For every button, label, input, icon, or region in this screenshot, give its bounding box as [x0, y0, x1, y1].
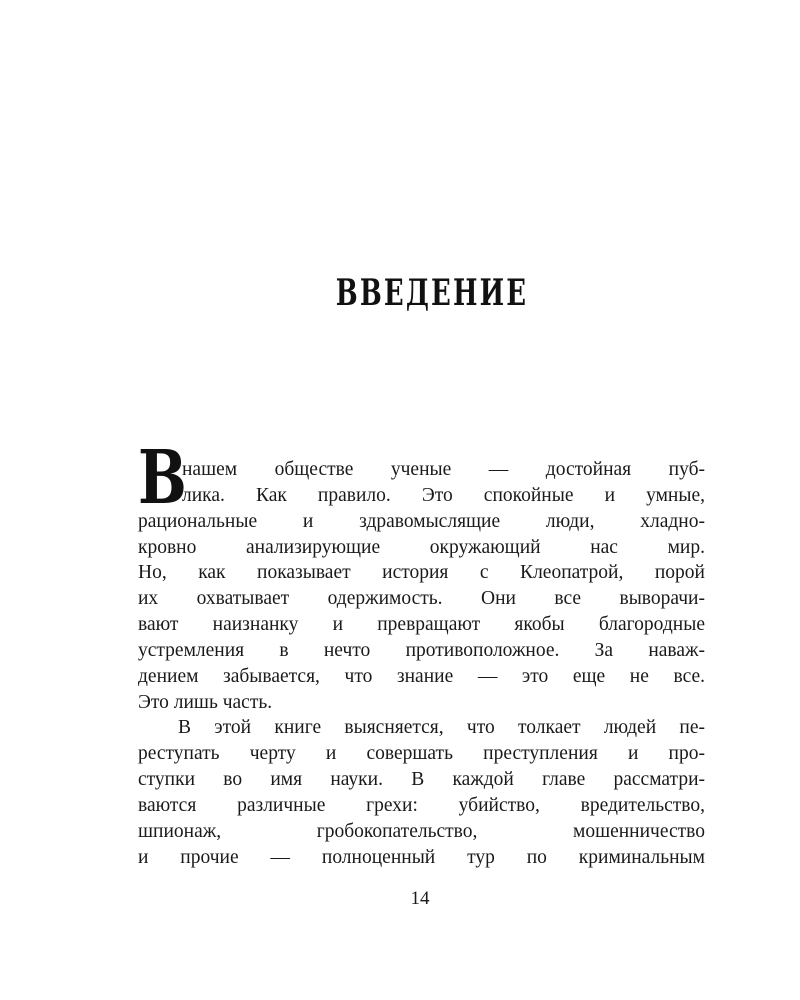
- text-line: ступки во имя науки. В каждой главе рассматри-: [138, 769, 705, 791]
- text-line: лика. Как правило. Это спокойные и умные,: [182, 484, 705, 506]
- text-line: Это лишь часть.: [138, 691, 273, 713]
- page-number: 14: [410, 888, 430, 909]
- text-line: рациональные и здравомыслящие люди, хладно-: [138, 510, 705, 532]
- text-line: шпионаж, гробокопательство, мошенничество: [138, 820, 705, 842]
- chapter-title: ВВЕДЕНИЕ: [335, 272, 529, 314]
- text-line: устремления в нечто противоположное. За наваж-: [138, 639, 705, 661]
- text-line: нашем обществе ученые — достойная пуб-: [182, 459, 705, 480]
- text-line: их охватывает одержимость. Они все выворачи-: [138, 588, 705, 610]
- text-line: дением забывается, что знание — это еще не все.: [138, 665, 705, 687]
- drop-cap: В: [138, 435, 187, 521]
- text-line: кровно анализирующие окружающий нас мир.: [138, 536, 705, 558]
- text-line: ваются различные грехи: убийство, вредительство,: [138, 794, 705, 816]
- text-line: вают наизнанку и превращают якобы благородные: [138, 614, 705, 636]
- text-line: В этой книге выясняется, что толкает людей пе-: [178, 717, 705, 739]
- text-line: и прочие — полноценный тур по криминальным: [138, 846, 705, 868]
- body-text: [138, 435, 705, 871]
- text-line: Но, как показывает история с Клеопатрой, порой: [138, 562, 705, 584]
- text-line: реступать черту и совершать преступления и про-: [138, 743, 705, 765]
